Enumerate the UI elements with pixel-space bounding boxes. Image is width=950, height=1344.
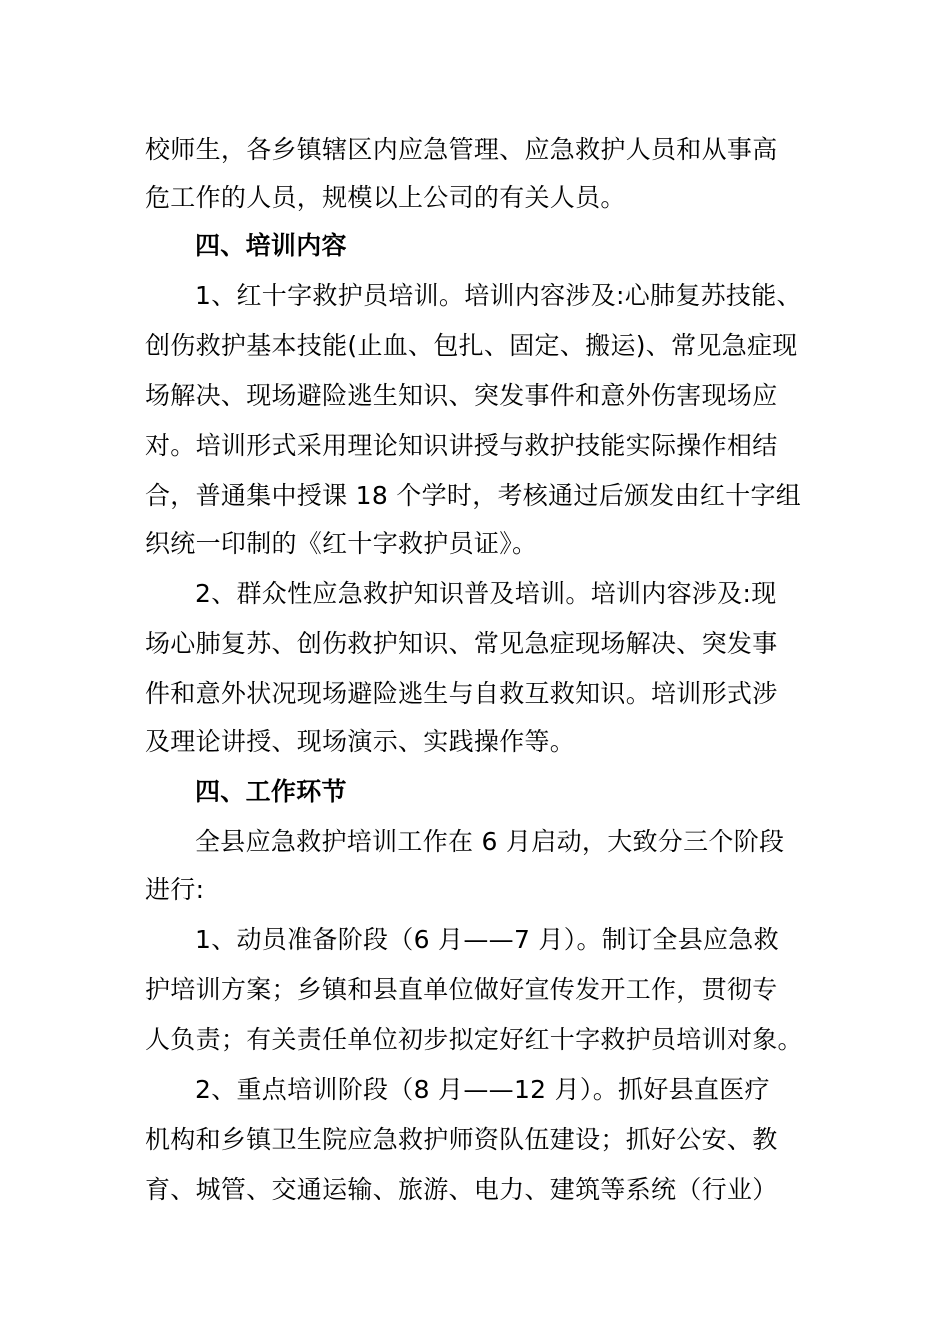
paragraph-line: 人负责；有关责任单位初步拟定好红十字救护员培训对象。 [145,1025,803,1054]
paragraph-line: 件和意外状况现场避险逃生与自救互救知识。培训形式涉 [145,679,778,708]
paragraph-line: 1、红十字救护员培训。培训内容涉及:心肺复苏技能、 [195,281,802,310]
paragraph-line: 全县应急救护培训工作在 6 月启动，大致分三个阶段 [195,827,785,856]
paragraph-line: 进行: [145,875,205,904]
paragraph-line: 护培训方案；乡镇和县直单位做好宣传发开工作，贯彻专 [145,975,778,1004]
paragraph-line: 危工作的人员，规模以上公司的有关人员。 [145,183,626,212]
paragraph-line: 育、城管、交通运输、旅游、电力、建筑等系统（行业） [145,1175,778,1204]
paragraph-line: 校师生，各乡镇辖区内应急管理、应急救护人员和从事高 [145,135,778,164]
paragraph-line: 2、重点培训阶段（8 月——12 月）。抓好县直医疗 [195,1075,770,1104]
paragraph-line: 1、动员准备阶段（6 月——7 月）。制订全县应急救 [195,925,779,954]
paragraph-line: 创伤救护基本技能(止血、包扎、固定、搬运)、常见急症现 [145,331,798,360]
section-heading: 四、工作环节 [195,777,347,806]
paragraph-line: 2、群众性应急救护知识普及培训。培训内容涉及:现 [195,579,777,608]
paragraph-line: 合，普通集中授课 18 个学时，考核通过后颁发由红十字组 [145,481,802,510]
paragraph-line: 及理论讲授、现场演示、实践操作等。 [145,727,576,756]
paragraph-line: 对。培训形式采用理论知识讲授与救护技能实际操作相结 [145,431,778,460]
paragraph-line: 场心肺复苏、创伤救护知识、常见急症现场解决、突发事 [145,629,778,658]
section-heading: 四、培训内容 [195,231,347,260]
paragraph-line: 织统一印制的《红十字救护员证》。 [145,529,538,558]
paragraph-line: 机构和乡镇卫生院应急救护师资队伍建设；抓好公安、教 [145,1125,778,1154]
paragraph-line: 场解决、现场避险逃生知识、突发事件和意外伤害现场应 [145,381,778,410]
